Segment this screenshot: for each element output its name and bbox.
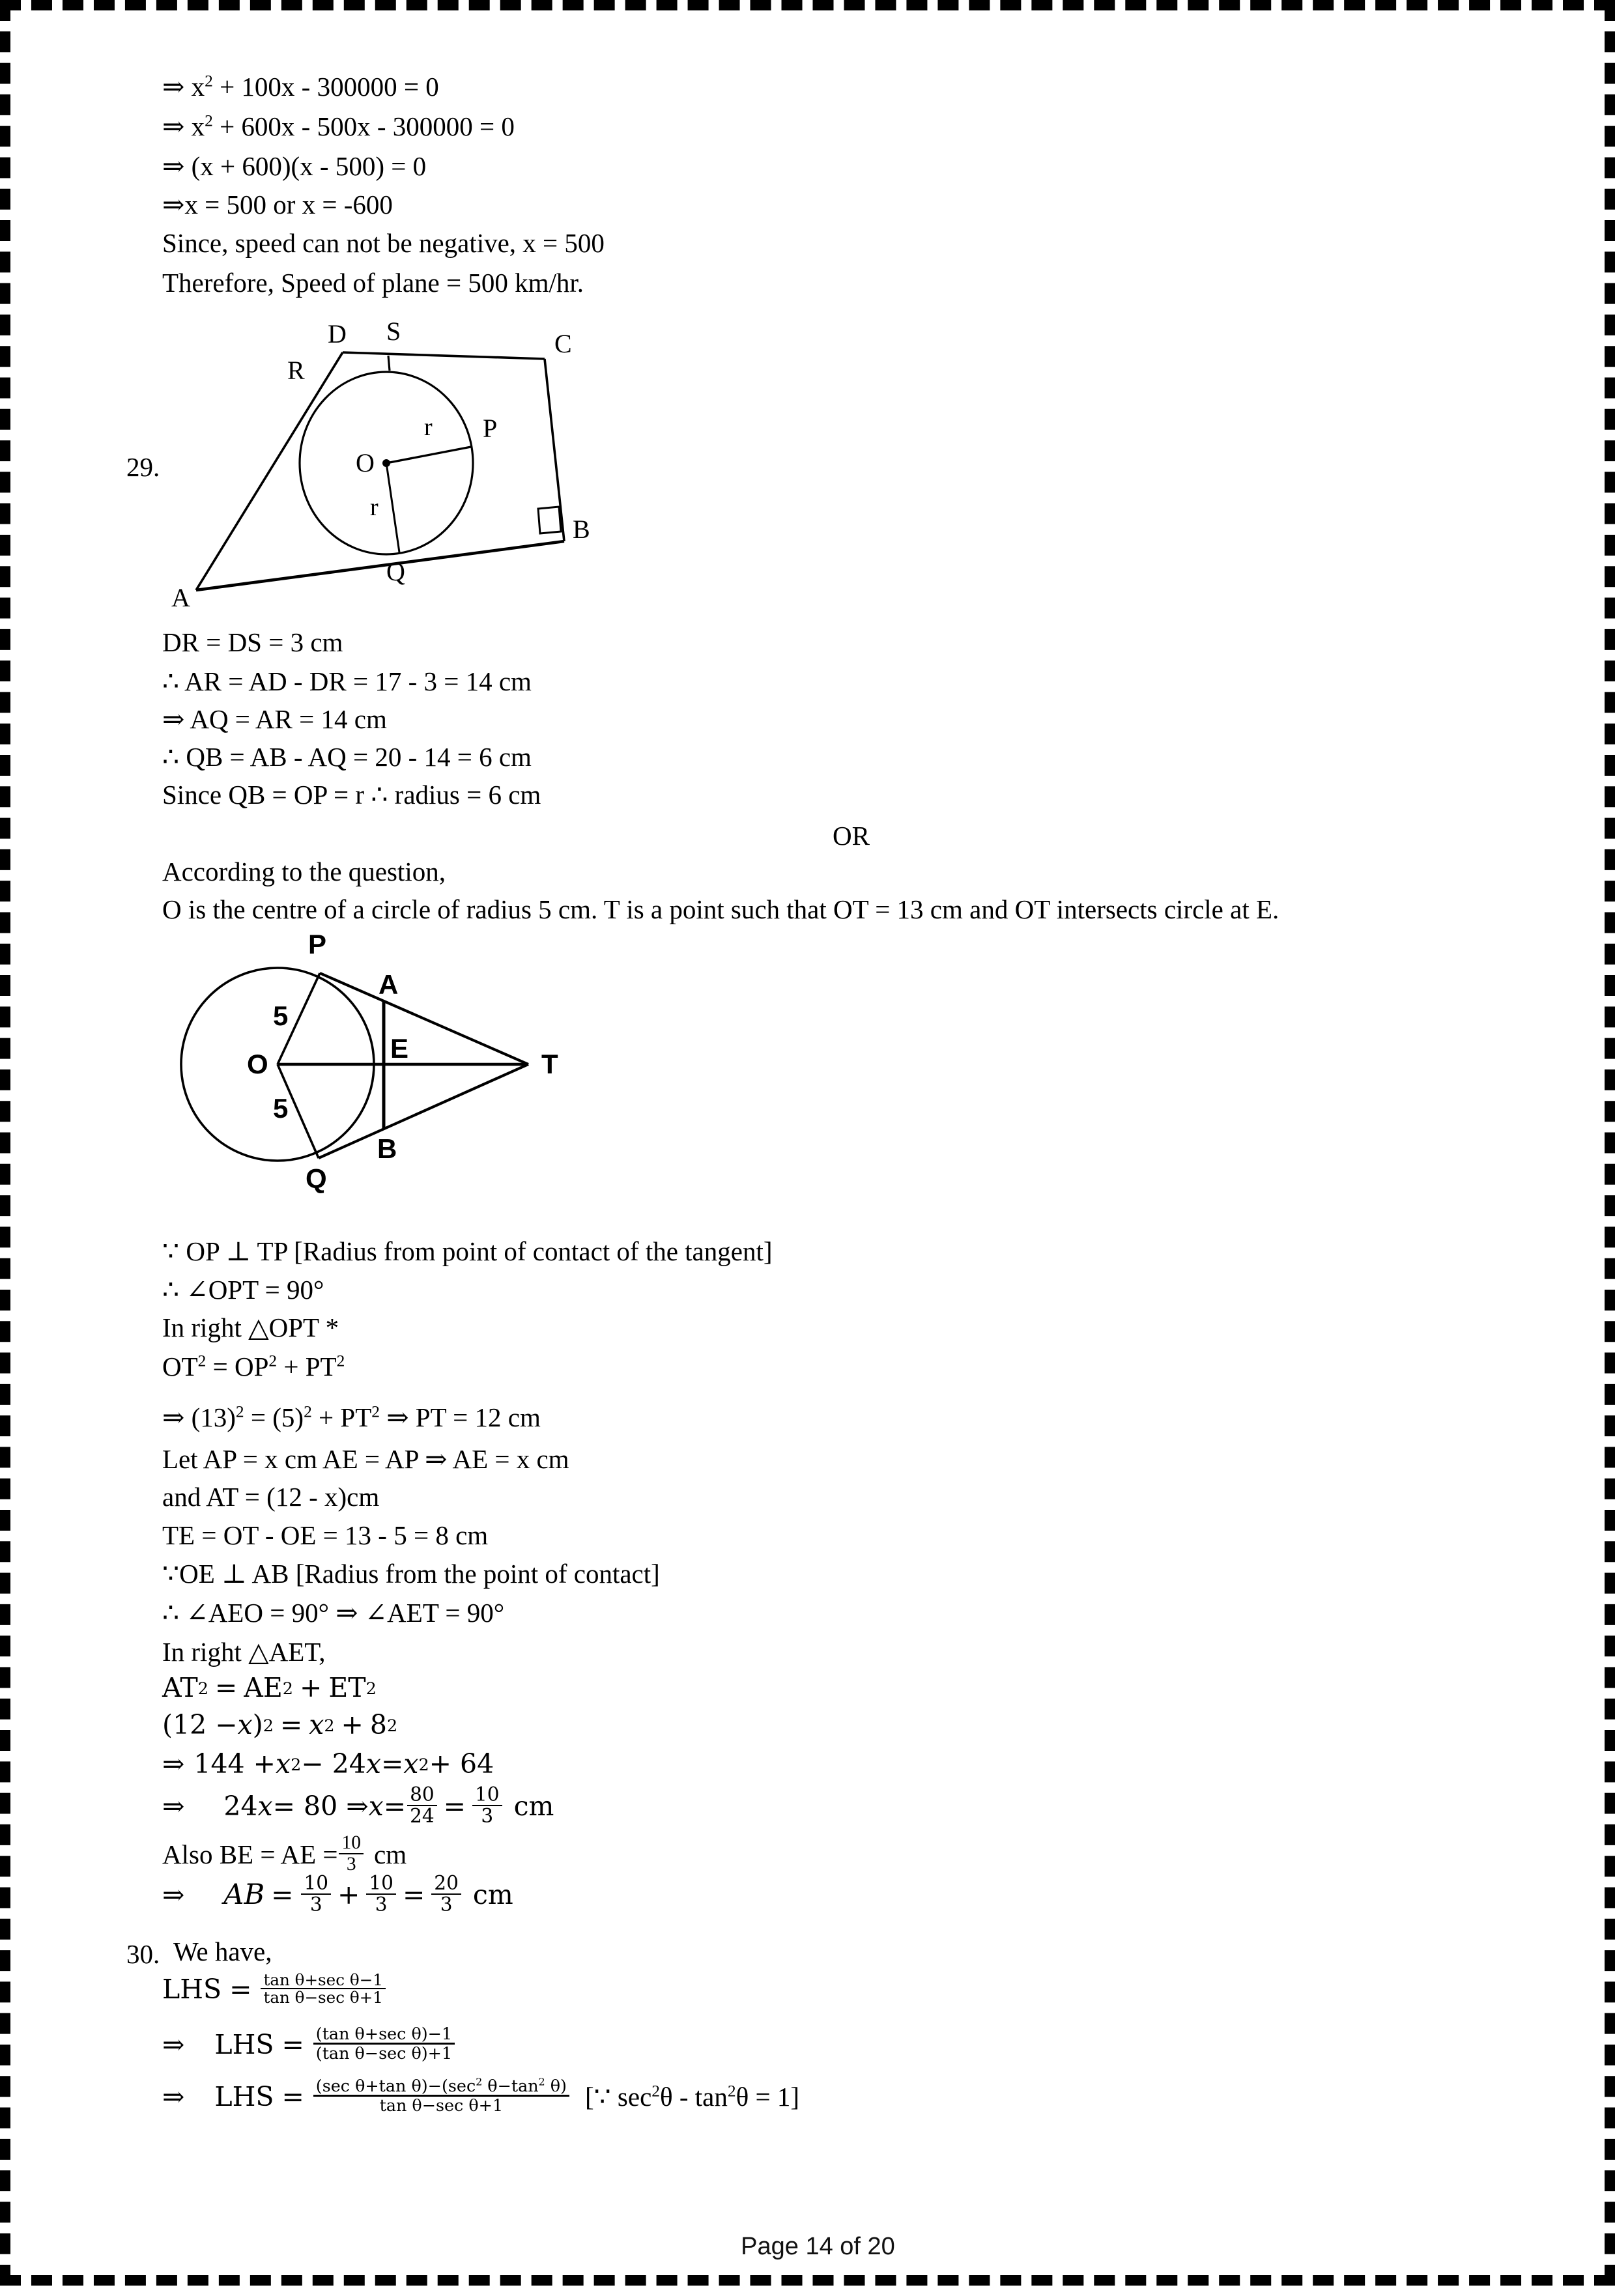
figure-label-r-bottom: r	[370, 494, 379, 521]
alt-step-pythagoras-opt: $OT^2 = OP^2 + PT^2$	[162, 1352, 345, 1382]
alt-step-angle-aeo: ∴ ∠AEO = 90° ⇒ ∠AET = 90°	[162, 1598, 505, 1628]
equation-line-4: ⇒x = 500 or x = -600	[162, 190, 393, 220]
exponent: 2	[235, 1402, 244, 1421]
alt-eq-expand: (12 − x ) 2 = x 2 + 8 2	[162, 1709, 398, 1740]
exponent: 2	[476, 2076, 483, 2089]
statement-speed-result: Therefore, Speed of plane = 500 km/hr.	[162, 268, 584, 298]
q30-lhs-line2: ⇒ LHS = $\frac{\text{(tan θ+sec θ)−1}}{\text{(tan θ−sec θ)+1}}$	[162, 2026, 456, 2063]
alt-step-op-perp-tp: ∵ OP ⊥ TP [Radius from point of contact of the tangent]	[162, 1236, 773, 1266]
figure2-label-E: E	[390, 1033, 409, 1064]
exponent: 2	[205, 72, 213, 91]
exponent: 2	[268, 1352, 278, 1370]
q30-lhs-line1: LHS = $\frac{\text{tan θ+sec θ−1}}{\text{tan θ−sec θ+1}}$	[162, 1972, 387, 2007]
figure-label-r-top: r	[424, 414, 433, 441]
fraction-numerator: (sec θ+tan $\theta)-(\sec^2$ $\theta-\tan^2$ θ)	[315, 2076, 567, 2096]
q30-identity-note: [∵ $\sec^2\theta - \tan^2\theta = 1$]	[584, 2081, 799, 2112]
exponent: 2	[336, 1352, 345, 1370]
figure-label-Q: Q	[386, 557, 405, 586]
page-content	[10, 10, 1615, 2296]
figure-label-P: P	[483, 414, 498, 443]
figure-quadrilateral-inscribed-circle	[157, 317, 613, 610]
figure2-label-5-top: 5	[273, 1000, 289, 1031]
alt-eq-ab-final: ⇒ AB = $\frac{10}{3}$ + $\frac{10}{3}$ = $\frac{20}{3}$ cm	[162, 1872, 513, 1916]
exponent: 2	[371, 1402, 380, 1421]
alt-eq-be-ae: Also BE = AE = $\frac{10}{3}$ cm	[162, 1832, 407, 1875]
exponent: 2	[197, 1352, 207, 1370]
alt-eq-pythagoras-aet: AT 2 = AE 2 + ET 2	[162, 1672, 377, 1703]
fraction-lhs-1: $\frac{\text{tan θ+sec θ−1}}{\text{tan θ−sec θ+1}}$	[261, 1972, 385, 2007]
or-separator: OR	[833, 821, 870, 851]
step-aq: ⇒ AQ = AR = 14 cm	[162, 704, 387, 734]
step-qb: ∴ QB = AB - AQ = 20 - 14 = 6 cm	[162, 742, 532, 772]
exponent: 2	[304, 1402, 312, 1421]
q30-intro: We have,	[173, 1936, 272, 1966]
fraction-10-3-b: $\frac{10}{3}$	[366, 1873, 396, 1915]
figure2-label-O: O	[247, 1049, 268, 1079]
alt-step-angle-opt: ∴ ∠OPT = 90°	[162, 1275, 324, 1305]
figure-label-S: S	[386, 317, 401, 346]
figure-label-R: R	[287, 356, 305, 385]
alt-eq-simplify: ⇒ 144 + x 2 − 24 x = x 2 + 64	[162, 1748, 494, 1779]
step-radius: Since QB = OP = r ∴ radius = 6 cm	[162, 780, 541, 810]
figure-label-O: O	[356, 448, 375, 477]
exponent: 2	[538, 2076, 545, 2089]
question-number-29: 29.	[126, 452, 160, 482]
statement-speed-nonnegative: Since, speed can not be negative, x = 500	[162, 228, 605, 258]
q30-lhs-line3: ⇒ LHS = $\frac{(\sec \theta+\tan \theta)-(\sec^2 \theta-\tan^2 \theta)}{\text{tan θ−sec θ+1}}$ [∵ $\sec^2\theta - \tan^2\theta = 1$]	[162, 2076, 799, 2116]
equation-line-1: ⇒ $x^2 + 100x - 300000 = 0$	[162, 72, 439, 102]
figure2-label-T: T	[541, 1049, 558, 1079]
alt-problem-statement: O is the centre of a circle of radius 5 cm. T is a point such that OT = 13 cm and OT intersects circle at E.	[162, 894, 1279, 924]
step-dr-ds: DR = DS = 3 cm	[162, 627, 343, 657]
figure-label-D: D	[328, 319, 347, 348]
figure2-label-P: P	[308, 929, 327, 959]
figure2-label-Q: Q	[306, 1163, 327, 1194]
alt-step-right-triangle-opt: In right △OPT *	[162, 1312, 339, 1342]
fraction-10-3-be: $\frac{10}{3}$	[339, 1833, 364, 1875]
figure2-label-B: B	[377, 1133, 397, 1164]
alt-intro: According to the question,	[162, 857, 446, 886]
alt-step-at: and AT = (12 - x)cm	[162, 1482, 380, 1512]
fraction-20-3: $\frac{20}{3}$	[431, 1873, 461, 1915]
exponent: 2	[727, 2082, 736, 2101]
figure-label-C: C	[554, 329, 572, 358]
fraction-10-3-a: $\frac{10}{3}$	[301, 1873, 331, 1915]
figure-circle-tangents	[164, 922, 593, 1196]
equation-line-3: ⇒ (x + 600)(x - 500) = 0	[162, 151, 427, 181]
alt-step-te: TE = OT - OE = 13 - 5 = 8 cm	[162, 1520, 489, 1550]
figure2-label-A: A	[379, 969, 399, 1000]
equation-line-2: ⇒ $x^2 + 600x - 500x - 300000 = 0$	[162, 111, 515, 141]
fraction-10-3: $\frac{10}{3}$	[472, 1785, 502, 1826]
alt-step-oe-perp-ab: ∵OE ⊥ AB [Radius from the point of contact]	[162, 1559, 660, 1589]
alt-step-right-triangle-aet: In right △AET,	[162, 1637, 326, 1667]
fraction-80-24: $\frac{80}{24}$	[407, 1785, 437, 1826]
fraction-lhs-3: $\frac{(\sec \theta+\tan \theta)-(\sec^2 \theta-\tan^2 \theta)}{\text{tan θ−sec θ+1}}$	[313, 2077, 569, 2114]
figure2-label-5-bottom: 5	[273, 1093, 289, 1124]
figure-label-B: B	[573, 515, 590, 544]
alt-step-pt-value: ⇒ $(13)^2 = (5)^2 + PT^2$ ⇒ PT = 12 cm	[162, 1402, 541, 1432]
fraction-lhs-2: $\frac{\text{(tan θ+sec θ)−1}}{\text{(tan θ−sec θ)+1}}$	[313, 2025, 455, 2062]
page-footer: Page 14 of 20	[741, 2233, 895, 2260]
figure-label-A: A	[171, 583, 190, 610]
alt-eq-solve-x: ⇒ 24 x = 80 ⇒ x = $\frac{80}{24}$ = $\frac{10}{3}$ cm	[162, 1783, 554, 1828]
exponent: 2	[205, 111, 213, 130]
step-ar: ∴ AR = AD - DR = 17 - 3 = 14 cm	[162, 666, 532, 696]
alt-step-let-ap: Let AP = x cm AE = AP ⇒ AE = x cm	[162, 1444, 569, 1474]
exponent: 2	[651, 2082, 660, 2101]
question-number-30: 30.	[126, 1939, 160, 1969]
